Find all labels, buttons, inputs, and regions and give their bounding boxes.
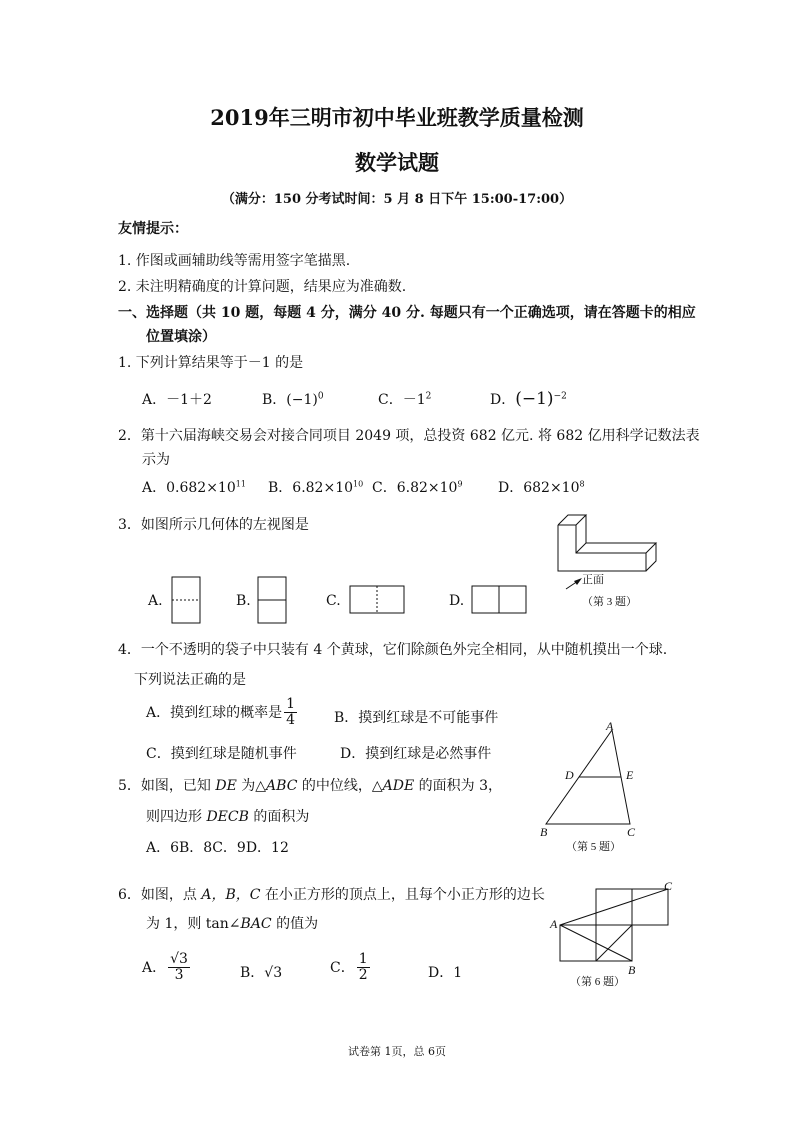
tip-item-1: 1. 作图或画辅助线等需用签字笔描黑. — [118, 253, 351, 269]
q1-option-b: B．$(-1)^0$ — [262, 391, 324, 408]
q3-solid-figure — [548, 505, 678, 615]
q3-option-a-figure — [171, 576, 201, 624]
q3-option-d-figure — [471, 585, 527, 614]
q5-label-b: B — [540, 825, 548, 839]
q4-option-a: A．摸到红球的概率是 $\frac{1}{4}$ — [146, 696, 296, 728]
q5-stem: 5．如图，已知 DE 为△ABC 的中位线，△ADE 的面积为 3， — [118, 778, 502, 794]
q2-option-d: D．$682\times 10^8$ — [498, 479, 585, 496]
q6-stem-cont: 为 1，则 tan∠BAC 的值为 — [146, 916, 319, 932]
page-subtitle: 数学试题 — [355, 150, 439, 175]
q1-option-d: D．$(-1)^{-2}$ — [490, 389, 567, 409]
q6-option-b: B．√3 — [240, 965, 283, 981]
exam-info: （满分：150 分考试时间：5 月 8 日下午 15:00-17:00） — [221, 192, 573, 207]
q3-option-c-label: C. — [326, 593, 341, 609]
q2-stem-cont: 示为 — [142, 452, 170, 468]
q2-option-b: B．$6.82\times 10^{10}$ — [268, 479, 364, 496]
q6-option-a: A． $\frac{√3}{3}$ — [142, 951, 188, 983]
q6-figure-caption: （第 6 题） — [570, 976, 625, 988]
q4-stem-cont: 下列说法正确的是 — [134, 672, 246, 688]
q6-stem: 6．如图，点 A，B，C 在小正方形的顶点上，且每个小正方形的边长 — [118, 887, 545, 903]
q1-option-c: C．$-1^2$ — [378, 391, 432, 408]
q6-label-b: B — [628, 963, 636, 977]
page-footer: 试卷第 1页，总 6页 — [348, 1045, 446, 1058]
q1-stem: 1. 下列计算结果等于－1 的是 — [118, 355, 304, 371]
q6-option-c: C． $\frac{1}{2}$ — [330, 951, 368, 983]
q4-stem: 4．一个不透明的袋子中只装有 4 个黄球，它们除颜色外完全相同，从中随机摸出一个球. — [118, 642, 668, 658]
section-1-heading: 一、选择题（共 10 题，每题 4 分，满分 40 分. 每题只有一个正确选项，请在答题卡的相应 — [118, 305, 696, 321]
section-1-heading-cont: 位置填涂） — [146, 329, 216, 345]
q4-option-b: B．摸到红球是不可能事件 — [334, 710, 499, 726]
q6-label-c: C — [664, 880, 673, 893]
q5-label-c: C — [627, 825, 636, 839]
q3-option-c-figure — [349, 585, 405, 614]
q5-stem-cont: 则四边形 DECB 的面积为 — [146, 809, 310, 825]
q3-stem: 3．如图所示几何体的左视图是 — [118, 517, 309, 533]
q5-label-d: D — [565, 768, 574, 782]
q4-option-c: C．摸到红球是随机事件 — [146, 746, 297, 762]
q5-options: A．6B．8C．9D．12 — [146, 840, 289, 856]
q3-figure-caption: （第 3 题） — [582, 596, 637, 608]
q6-grid-figure — [546, 880, 676, 992]
q2-stem: 2．第十六届海峡交易会对接合同项目 2049 项，总投资 682 亿元. 将 682 亿用科学记数法表 — [118, 428, 700, 444]
page-title: 2019年三明市初中毕业班教学质量检测 — [210, 105, 584, 130]
q3-option-b-label: B. — [236, 593, 251, 609]
q3-option-b-figure — [257, 576, 287, 624]
tips-heading: 友情提示： — [118, 221, 188, 237]
q4-option-d: D．摸到红球是必然事件 — [340, 746, 492, 762]
q3-option-a-label: A. — [148, 593, 163, 609]
q6-option-d: D．1 — [428, 965, 463, 981]
q4-fraction: $\frac{1}{4}$ — [286, 696, 296, 728]
q2-option-c: C．$6.82\times 10^9$ — [372, 479, 463, 496]
q5-figure-caption: （第 5 题） — [566, 841, 621, 853]
q5-label-a: A — [606, 719, 614, 733]
q2-option-a: A．$0.682\times 10^{11}$ — [142, 479, 246, 496]
tip-item-2: 2. 未注明精确度的计算问题，结果应为准确数. — [118, 279, 407, 295]
q3-option-d-label: D. — [449, 593, 465, 609]
q6-label-a: A — [550, 917, 558, 931]
q5-triangle-figure — [534, 718, 654, 858]
q5-label-e: E — [626, 768, 634, 782]
q3-front-label: 正面 — [582, 574, 604, 586]
q1-option-a: A．－1＋2 — [142, 392, 212, 408]
